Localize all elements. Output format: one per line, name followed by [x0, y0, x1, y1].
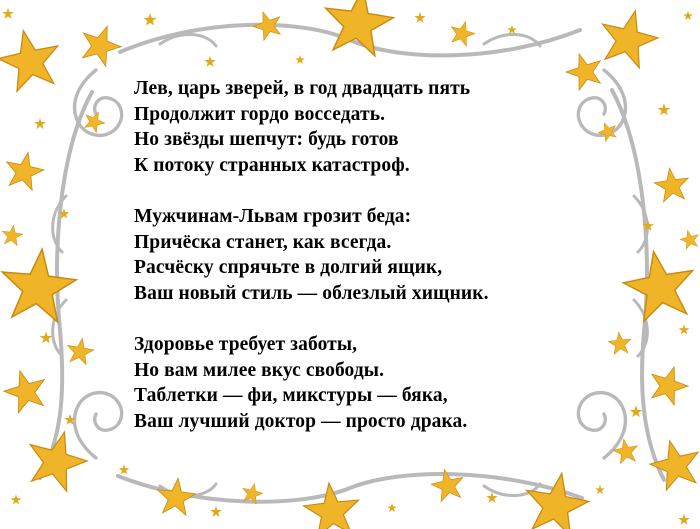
poem-line: Расчёску спрячьте в долгий ящик,: [134, 257, 443, 278]
poem-line: Но звёзды шепчут: будь готов: [134, 129, 399, 150]
poem-line: Мужчинам-Львам грозит беда:: [134, 206, 412, 227]
poem-body: [134, 76, 594, 434]
poem-line: Продолжит гордо восседать.: [134, 103, 386, 125]
poem-stanza: [134, 76, 594, 178]
poem-line: Причёска станет, как всегда.: [134, 231, 392, 253]
poem-line: К потоку странных катастроф.: [134, 154, 410, 176]
poem-line: Здоровье требует заботы,: [134, 334, 358, 355]
poem-stanza: [134, 204, 594, 306]
poem-line: Таблетки — фи, микстуры — бяка,: [134, 385, 448, 406]
poem-line: Лев, царь зверей, в год двадцать пять: [134, 78, 471, 99]
poem-line: Ваш лучший доктор — просто драка.: [134, 410, 468, 432]
poem-stanza: [134, 332, 594, 434]
poem-line: Ваш новый стиль — облезлый хищник.: [134, 282, 489, 304]
poem-line: Но вам милее вкус свободы.: [134, 359, 385, 381]
